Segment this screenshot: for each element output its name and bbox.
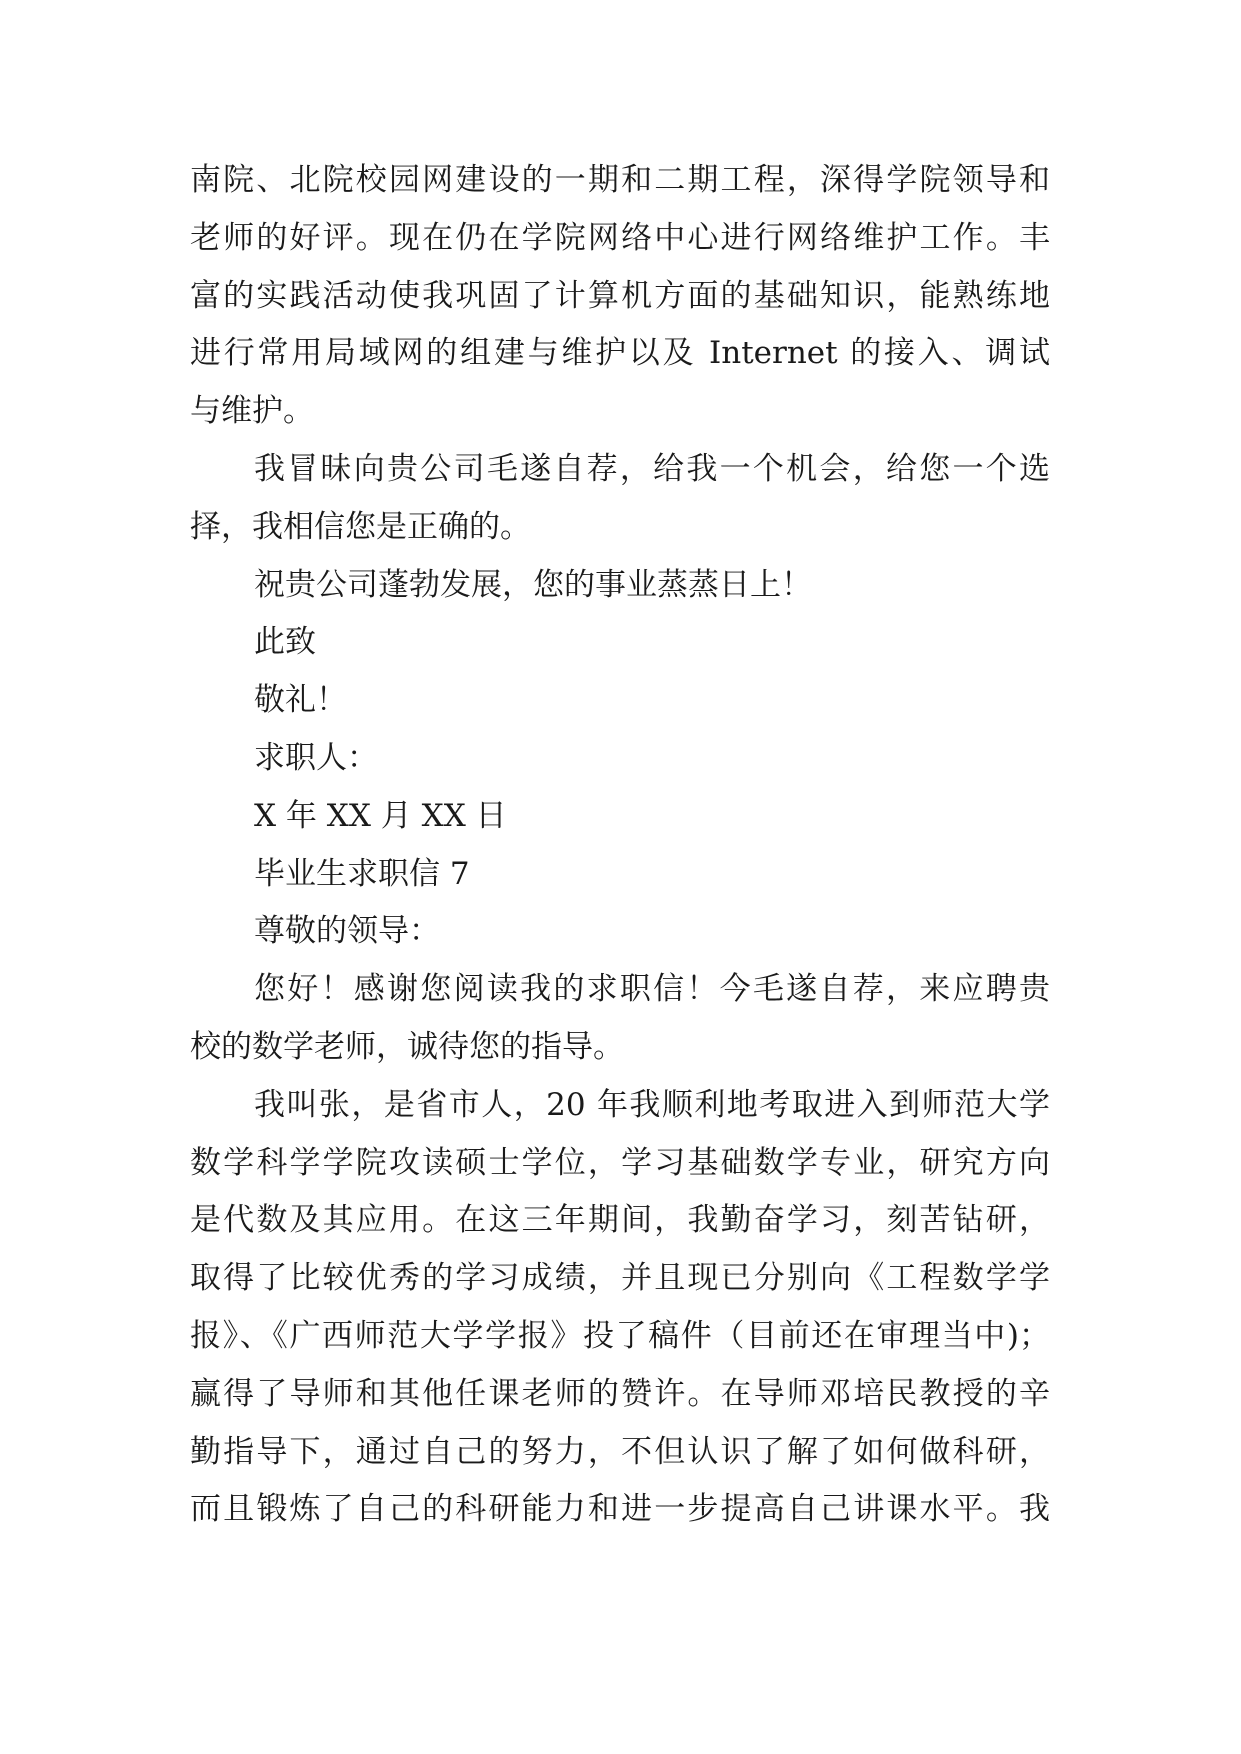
text-line: 赢得了导师和其他任课老师的赞许。在导师邓培民教授的辛	[190, 1375, 1050, 1412]
text-line: 是代数及其应用。在这三年期间，我勤奋学习，刻苦钻研，	[190, 1202, 1050, 1239]
greeting: 尊敬的领导：	[254, 913, 440, 950]
text-line: 报》、《广西师范大学学报》投了稿件（目前还在审理当中)；	[190, 1317, 1050, 1354]
signature-label: 求职人：	[254, 739, 378, 776]
text-line: 进行常用局域网的组建与维护以及 Internet 的接入、调试	[190, 335, 1050, 372]
text-line: 取得了比较优秀的学习成绩，并且现已分别向《工程数学学	[190, 1260, 1050, 1297]
text-line: 我叫张，是省市人，20 年我顺利地考取进入到师范大学	[254, 1086, 1050, 1123]
text-line: 南院、北院校园网建设的一期和二期工程，深得学院领导和	[190, 162, 1050, 198]
text-line: 祝贵公司蓬勃发展，您的事业蒸蒸日上！	[254, 566, 812, 603]
text-line: 富的实践活动使我巩固了计算机方面的基础知识，能熟练地	[190, 277, 1050, 314]
text-line: 数学科学学院攻读硕士学位，学习基础数学专业，研究方向	[190, 1144, 1050, 1181]
text-line: 与维护。	[190, 393, 314, 430]
section-heading: 毕业生求职信 7	[254, 855, 470, 892]
text-line: 而且锻炼了自己的科研能力和进一步提高自己讲课水平。我	[190, 1491, 1050, 1528]
text-line: 我冒昧向贵公司毛遂自荐，给我一个机会，给您一个选	[254, 450, 1050, 487]
text-line: 择，我相信您是正确的。	[190, 508, 531, 545]
text-line: 您好！感谢您阅读我的求职信！今毛遂自荐，来应聘贵	[254, 971, 1050, 1008]
date-line: X 年 XX 月 XX 日	[254, 797, 507, 834]
letter-body	[190, 152, 1050, 1539]
closing-regards: 敬礼！	[254, 682, 347, 719]
closing-salutation: 此致	[254, 624, 316, 661]
text-line: 校的数学老师，诚待您的指导。	[190, 1028, 624, 1065]
text-line: 勤指导下，通过自己的努力，不但认识了解了如何做科研，	[190, 1433, 1050, 1470]
text-line: 老师的好评。现在仍在学院网络中心进行网络维护工作。丰	[190, 219, 1050, 256]
